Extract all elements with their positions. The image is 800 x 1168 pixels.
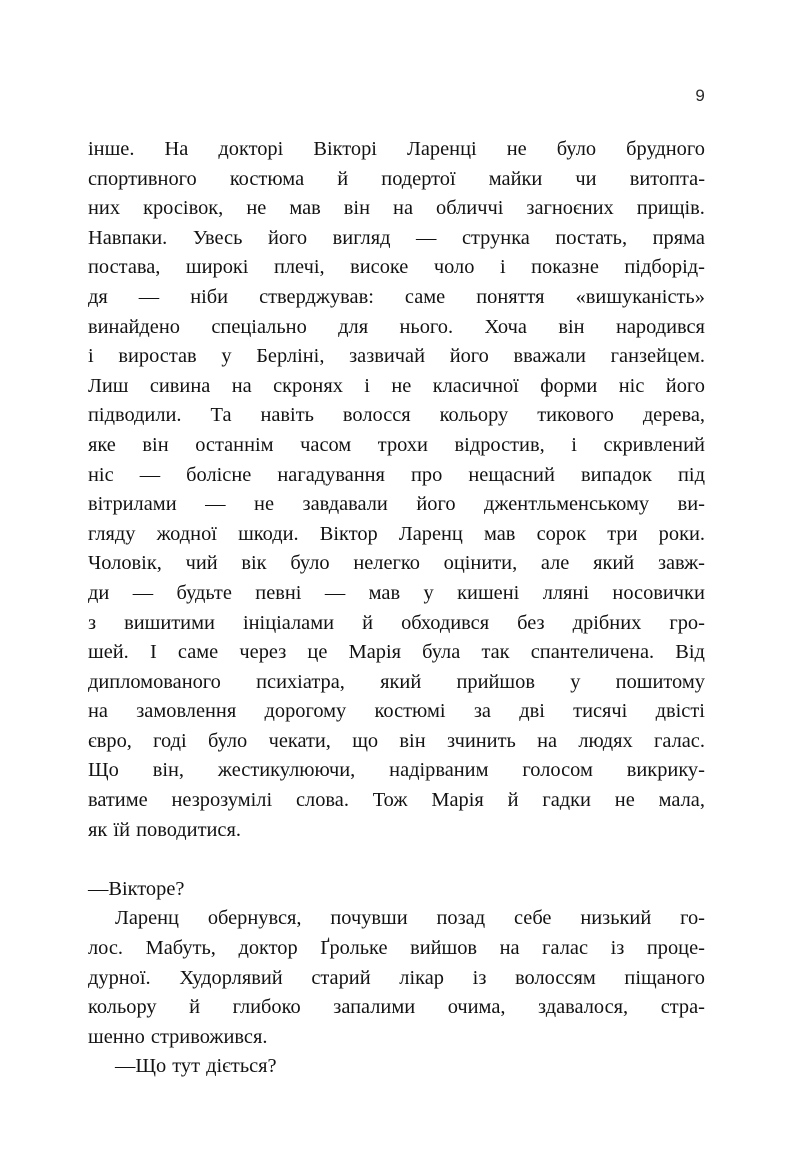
word: їй [113, 818, 130, 841]
word: — [132, 581, 154, 604]
word: — [139, 463, 161, 486]
word: підборід- [624, 256, 705, 279]
word: роки. [658, 522, 705, 545]
word: високе [350, 256, 409, 279]
word: його [416, 493, 456, 516]
word: у [221, 345, 232, 368]
word: годі [153, 729, 187, 752]
word: вітрилами [88, 493, 177, 516]
word: ви- [677, 493, 705, 516]
word: про [411, 463, 443, 486]
word: останнім [195, 433, 274, 456]
word: го- [680, 907, 705, 930]
word: Тож [372, 789, 408, 812]
word: Та [210, 404, 232, 427]
word: народився [615, 315, 705, 338]
text-line [88, 756, 705, 786]
word: двісті [655, 700, 705, 723]
text-line [88, 934, 705, 964]
word: вийшов [410, 937, 478, 960]
word: лляні [542, 581, 589, 604]
word: його [267, 226, 308, 249]
word: і [499, 256, 506, 279]
word: почувши [330, 907, 408, 930]
word: мав [483, 522, 516, 545]
word: прийшов [456, 670, 535, 693]
word: що [352, 729, 379, 752]
word: його [449, 345, 489, 368]
word: дві [519, 700, 545, 723]
word: завдавали [302, 493, 388, 516]
text-line [88, 786, 705, 816]
word: очима, [447, 996, 506, 1019]
word: саме [404, 285, 446, 308]
word: проце- [646, 937, 705, 960]
word: як [88, 818, 108, 841]
word: надірваним [389, 759, 489, 782]
word: пошитому [615, 670, 705, 693]
word: слова. [295, 789, 349, 812]
word: дерева, [642, 404, 705, 427]
word: саме [177, 641, 219, 664]
word: завж- [657, 552, 705, 575]
word: незрозумілі [171, 789, 273, 812]
word: стра- [660, 996, 705, 1019]
word: Лиш [88, 374, 129, 397]
text-line [88, 520, 705, 550]
word: три [607, 522, 638, 545]
word: постать, [555, 226, 628, 249]
text-line [88, 342, 705, 372]
word: для [338, 315, 369, 338]
word: докторі [218, 138, 284, 160]
word: вік [241, 552, 267, 575]
word: Марія [348, 641, 401, 664]
word: вигляд [332, 226, 391, 249]
text-line [88, 727, 705, 757]
word: він [343, 197, 371, 220]
word: тут [172, 1055, 201, 1078]
word: було [207, 729, 248, 752]
word: але [540, 552, 570, 575]
word: скронях [273, 374, 343, 397]
word: широкі [185, 256, 249, 279]
word: людях [578, 729, 633, 752]
word: дипломованого [88, 670, 221, 693]
word: прищів. [636, 197, 705, 220]
text-line [88, 313, 705, 343]
paragraph-gap [88, 845, 705, 875]
word: мала, [658, 789, 705, 812]
text-line [88, 165, 705, 195]
word: Навпаки. [88, 226, 168, 249]
word: дрібних [572, 611, 642, 634]
word: трохи [377, 433, 428, 456]
word: ди [88, 581, 110, 604]
text-line [88, 194, 705, 224]
word: шенно [88, 1025, 145, 1048]
word: жодної [156, 522, 217, 545]
word: не [246, 197, 267, 220]
word: не [254, 493, 274, 516]
word: мав [289, 197, 321, 220]
word: поняття [476, 285, 545, 308]
word: лікар [399, 966, 444, 989]
word: ініціалами [242, 611, 335, 634]
word: Худорлявий [179, 966, 283, 989]
word: часом [300, 433, 352, 456]
word: брудного [626, 138, 705, 160]
word: спантеличена. [530, 641, 655, 664]
word: у [570, 670, 581, 693]
word: не [614, 789, 635, 812]
word: гадки [542, 789, 591, 812]
word: І [149, 641, 157, 664]
word: й [362, 611, 374, 634]
word: випадок [580, 463, 652, 486]
word: шей. [88, 641, 129, 664]
word: галас [542, 937, 589, 960]
word: стверджував: [259, 285, 374, 308]
word: гляду [88, 522, 136, 545]
word: гро- [669, 611, 705, 634]
word: обличчі [436, 197, 504, 220]
text-line [88, 401, 705, 431]
text-line [88, 668, 705, 698]
text-line [88, 431, 705, 461]
word: спортивного [88, 167, 197, 190]
word: на [537, 729, 558, 752]
word: обходився [401, 611, 490, 634]
word: Ґрольке [320, 937, 388, 960]
word: низький [580, 907, 652, 930]
text-line [88, 875, 705, 905]
word: оцінити, [443, 552, 518, 575]
word: було [556, 138, 597, 160]
text-line [88, 372, 705, 402]
word: пряма [652, 226, 705, 249]
word: зчинить [446, 729, 516, 752]
word: витопта- [629, 167, 705, 190]
word: Чоловік, [88, 552, 162, 575]
word: — [324, 581, 346, 604]
word: ніс [88, 463, 114, 486]
word: і [88, 345, 94, 368]
text-line [88, 461, 705, 491]
word: стривожився. [150, 1025, 268, 1048]
word: ніби [190, 285, 229, 308]
text-line [88, 253, 705, 283]
word: нього. [399, 315, 454, 338]
word: чоло [433, 256, 475, 279]
word: шкоди. [238, 522, 299, 545]
word: його [665, 374, 705, 397]
word: Віктор [319, 522, 378, 545]
word: На [164, 138, 189, 160]
word: діється? [206, 1055, 277, 1078]
word: психіатра, [256, 670, 345, 693]
word: нагадування [277, 463, 385, 486]
word: Увесь [192, 226, 243, 249]
text-line [88, 579, 705, 609]
text-line [88, 638, 705, 668]
word: кишені [457, 581, 520, 604]
word: це [307, 641, 328, 664]
word: класичної [432, 374, 519, 397]
word: певні [255, 581, 302, 604]
word: Берліні, [256, 345, 325, 368]
word: на [88, 700, 108, 723]
word: тисячі [573, 700, 628, 723]
word: була [422, 641, 461, 664]
word: носовички [612, 581, 705, 604]
paragraph [88, 875, 705, 905]
word: інше. [88, 138, 135, 160]
word: струнка [461, 226, 530, 249]
word: через [239, 641, 287, 664]
word: Ларенц [115, 907, 179, 930]
paragraph [88, 904, 705, 1052]
word: який [593, 552, 635, 575]
word: тикового [537, 404, 614, 427]
word: і [364, 374, 370, 397]
word: ватиме [88, 789, 148, 812]
word: глибоко [232, 996, 301, 1019]
word: із [472, 966, 487, 989]
word: вишитими [124, 611, 215, 634]
word: Вікторі [313, 138, 377, 160]
text-line [88, 283, 705, 313]
word: замовлення [136, 700, 237, 723]
word: форми [540, 374, 598, 397]
word: запалими [333, 996, 416, 1019]
word: підводили. [88, 404, 182, 427]
word: них [88, 197, 121, 220]
word: Від [675, 641, 705, 664]
word: винайдено [88, 315, 180, 338]
word: було [290, 552, 330, 575]
word: так [481, 641, 510, 664]
word: Марія [431, 789, 484, 812]
word: костюмі [374, 700, 446, 723]
word: нелегко [353, 552, 420, 575]
word: євро, [88, 729, 132, 752]
word: галас. [653, 729, 705, 752]
word: яке [88, 433, 116, 456]
paragraph [88, 1052, 705, 1082]
word: Хоча [484, 315, 527, 338]
word: за [473, 700, 491, 723]
word: будьте [176, 581, 232, 604]
word: й [507, 789, 519, 812]
word: майки [488, 167, 543, 190]
word: відростив, [454, 433, 545, 456]
word: чи [575, 167, 597, 190]
word: — [205, 493, 226, 516]
word: він [558, 315, 585, 338]
paragraph [88, 135, 705, 845]
word: він [142, 433, 169, 456]
word: сорок [536, 522, 587, 545]
word: болісне [186, 463, 252, 486]
word: під [678, 463, 705, 486]
word: поводитися. [136, 818, 241, 841]
word: дорогому [264, 700, 347, 723]
word: доктор [238, 937, 298, 960]
text-line [88, 1023, 705, 1053]
word: у [423, 581, 434, 604]
word: кросівок, [143, 197, 224, 220]
word: лос. [88, 937, 124, 960]
word: старий [311, 966, 371, 989]
word: мав [368, 581, 401, 604]
word: з [88, 611, 97, 634]
word: себе [513, 907, 552, 930]
text-line [88, 224, 705, 254]
word: волоссям [515, 966, 596, 989]
text-line [88, 549, 705, 579]
word: постава, [88, 256, 161, 279]
text-line [88, 609, 705, 639]
word: без [517, 611, 545, 634]
text-line [88, 135, 705, 165]
word: сивина [149, 374, 211, 397]
word: костюма [229, 167, 305, 190]
word: який [380, 670, 422, 693]
word: жестикулюючи, [217, 759, 356, 782]
word: —Вікторе? [88, 877, 185, 900]
word: волосся [342, 404, 411, 427]
text-line [88, 816, 705, 846]
word: кольору [439, 404, 509, 427]
word: показне [531, 256, 599, 279]
word: не [391, 374, 412, 397]
word: дурної. [88, 966, 151, 989]
body-text-block [88, 135, 705, 1082]
word: викрику- [626, 759, 705, 782]
word: не [506, 138, 527, 160]
word: й [337, 167, 349, 190]
text-line [88, 490, 705, 520]
word: дя [88, 285, 108, 308]
word: ганзейцем. [610, 345, 705, 368]
word: Ларенці [407, 138, 477, 160]
text-line [88, 697, 705, 727]
word: «вишуканість» [575, 285, 705, 308]
word: подертої [381, 167, 456, 190]
word: Що [88, 759, 119, 782]
word: він [399, 729, 426, 752]
word: скривлений [603, 433, 705, 456]
word: із [610, 937, 625, 960]
word: на [231, 374, 252, 397]
word: чий [185, 552, 218, 575]
word: ніс [618, 374, 645, 397]
word: —Що [115, 1055, 167, 1078]
word: здавалося, [538, 996, 629, 1019]
word: спеціально [211, 315, 307, 338]
word: голосом [522, 759, 593, 782]
page-number: 9 [695, 86, 705, 105]
word: Ларенц [398, 522, 463, 545]
word: Мабуть, [145, 937, 216, 960]
word: нещасний [468, 463, 555, 486]
word: і [571, 433, 577, 456]
word: загноєних [526, 197, 614, 220]
word: кольору [88, 996, 157, 1019]
text-line [88, 904, 705, 934]
word: джентльменському [484, 493, 650, 516]
word: виростав [118, 345, 197, 368]
word: — [416, 226, 437, 249]
word: й [189, 996, 201, 1019]
word: чекати, [268, 729, 331, 752]
word: піщаного [624, 966, 705, 989]
word: позад [436, 907, 486, 930]
text-line [88, 993, 705, 1023]
text-line [88, 1052, 705, 1082]
word: зазвичай [349, 345, 426, 368]
word: вважали [513, 345, 586, 368]
word: навіть [260, 404, 314, 427]
word: плечі, [273, 256, 325, 279]
word: на [393, 197, 414, 220]
text-line [88, 964, 705, 994]
word: — [138, 285, 160, 308]
word: він, [152, 759, 184, 782]
word: на [499, 937, 520, 960]
word: обернувся, [207, 907, 302, 930]
